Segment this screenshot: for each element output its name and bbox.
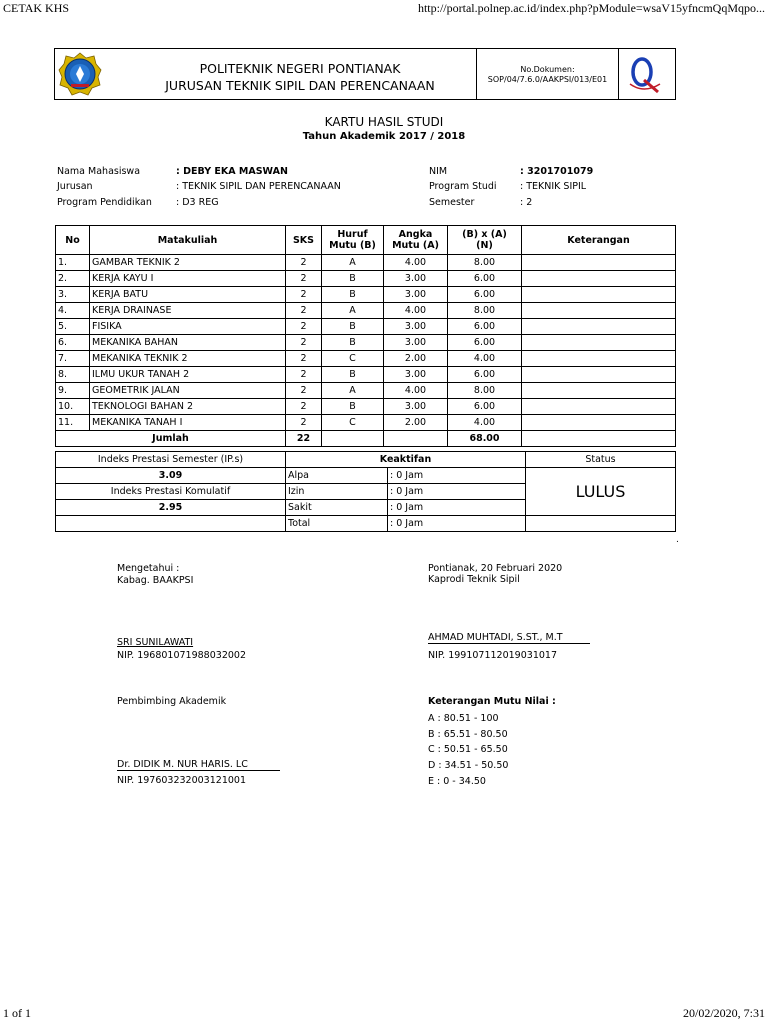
acknowledge-nip: NIP. 196801071988032002 bbox=[117, 650, 246, 661]
course-sks: 2 bbox=[286, 367, 322, 383]
absence-value: : 0 Jam bbox=[388, 468, 526, 484]
letter-grade: A bbox=[322, 383, 384, 399]
grade-product: 6.00 bbox=[448, 319, 522, 335]
ipk-value: 2.95 bbox=[56, 500, 286, 516]
header-point-line2: Mutu (A) bbox=[392, 240, 439, 251]
course-name: TEKNOLOGI BAHAN 2 bbox=[90, 399, 286, 415]
row-number: 1. bbox=[56, 255, 90, 271]
grade-product: 8.00 bbox=[448, 255, 522, 271]
absence-value: : 0 Jam bbox=[388, 500, 526, 516]
course-name: KERJA KAYU I bbox=[90, 271, 286, 287]
row-number: 9. bbox=[56, 383, 90, 399]
total-product: 68.00 bbox=[448, 431, 522, 447]
summary-table bbox=[55, 451, 676, 532]
document-box bbox=[476, 48, 619, 100]
total-empty-cell bbox=[384, 431, 448, 447]
grade-point: 3.00 bbox=[384, 319, 448, 335]
header-sks: SKS bbox=[286, 226, 322, 255]
course-name: MEKANIKA BAHAN bbox=[90, 335, 286, 351]
row-number: 7. bbox=[56, 351, 90, 367]
header-letter-line2: Mutu (B) bbox=[329, 240, 376, 251]
absence-label: Izin bbox=[286, 484, 388, 500]
polnep-logo-icon bbox=[58, 52, 102, 96]
header-product-line2: (N) bbox=[476, 240, 493, 251]
grade-product: 4.00 bbox=[448, 415, 522, 431]
summary-empty-cell bbox=[526, 516, 676, 532]
course-note bbox=[522, 415, 676, 431]
course-note bbox=[522, 287, 676, 303]
head-role: Kaprodi Teknik Sipil bbox=[428, 574, 520, 585]
header-note: Keterangan bbox=[522, 226, 676, 255]
course-name: GEOMETRIK JALAN bbox=[90, 383, 286, 399]
course-note bbox=[522, 351, 676, 367]
grade-point: 4.00 bbox=[384, 255, 448, 271]
study-program-value: : TEKNIK SIPIL bbox=[520, 181, 587, 192]
table-row bbox=[56, 303, 676, 319]
document-label: No.Dokumen: bbox=[520, 65, 575, 74]
course-note bbox=[522, 319, 676, 335]
head-name: AHMAD MUHTADI, S.ST., M.T bbox=[428, 632, 590, 644]
header-point-line1: Angka bbox=[398, 229, 433, 240]
grade-point: 4.00 bbox=[384, 383, 448, 399]
grade-product: 8.00 bbox=[448, 383, 522, 399]
grade-product: 4.00 bbox=[448, 351, 522, 367]
acknowledge-role: Kabag. BAAKPSI bbox=[117, 575, 194, 586]
table-row bbox=[56, 399, 676, 415]
nim-label: NIM bbox=[429, 166, 448, 177]
total-empty-cell bbox=[522, 431, 676, 447]
course-note bbox=[522, 255, 676, 271]
dot-mark: . bbox=[676, 535, 679, 545]
absence-label: Sakit bbox=[286, 500, 388, 516]
course-sks: 2 bbox=[286, 319, 322, 335]
status-label: Status bbox=[526, 452, 676, 468]
acknowledge-name: SRI SUNILAWATI bbox=[117, 637, 194, 648]
department-title: JURUSAN TEKNIK SIPIL DAN PERENCANAAN bbox=[165, 78, 435, 93]
course-sks: 2 bbox=[286, 303, 322, 319]
total-label: Jumlah bbox=[56, 431, 286, 447]
ips-label: Indeks Prestasi Semester (IP.s) bbox=[56, 452, 286, 468]
browser-page-count: 1 of 1 bbox=[3, 1006, 31, 1020]
total-empty-cell bbox=[322, 431, 384, 447]
table-row bbox=[56, 351, 676, 367]
course-sks: 2 bbox=[286, 271, 322, 287]
page-title: KARTU HASIL STUDI bbox=[324, 115, 444, 129]
grade-point: 3.00 bbox=[384, 335, 448, 351]
header-letter-grade bbox=[322, 226, 384, 255]
header-grade-point bbox=[384, 226, 448, 255]
academic-year: Tahun Akademik 2017 / 2018 bbox=[302, 131, 466, 142]
course-sks: 2 bbox=[286, 383, 322, 399]
course-name: GAMBAR TEKNIK 2 bbox=[90, 255, 286, 271]
letter-grade: B bbox=[322, 399, 384, 415]
total-sks: 22 bbox=[286, 431, 322, 447]
table-row bbox=[56, 255, 676, 271]
grade-product: 8.00 bbox=[448, 303, 522, 319]
header-letter-line1: Huruf bbox=[337, 229, 368, 240]
major-label: Jurusan bbox=[57, 181, 93, 192]
grade-scale-item: E : 0 - 34.50 bbox=[428, 776, 486, 787]
absence-value: : 0 Jam bbox=[388, 484, 526, 500]
course-name: ILMU UKUR TANAH 2 bbox=[90, 367, 286, 383]
header-product-line1: (B) x (A) bbox=[462, 229, 507, 240]
course-name: KERJA BATU bbox=[90, 287, 286, 303]
grade-point: 3.00 bbox=[384, 399, 448, 415]
letter-grade: B bbox=[322, 287, 384, 303]
letter-grade: C bbox=[322, 351, 384, 367]
letter-grade: A bbox=[322, 255, 384, 271]
activity-label: Keaktifan bbox=[286, 452, 526, 468]
acknowledge-label: Mengetahui : bbox=[117, 563, 180, 574]
course-sks: 2 bbox=[286, 287, 322, 303]
header-product bbox=[448, 226, 522, 255]
program-value: : D3 REG bbox=[176, 197, 219, 208]
grade-scale-item: B : 65.51 - 80.50 bbox=[428, 729, 508, 740]
row-number: 11. bbox=[56, 415, 90, 431]
grade-scale-item: D : 34.51 - 50.50 bbox=[428, 760, 509, 771]
semester-value: : 2 bbox=[520, 197, 533, 208]
table-row bbox=[56, 319, 676, 335]
course-name: MEKANIKA TANAH I bbox=[90, 415, 286, 431]
course-name: MEKANIKA TEKNIK 2 bbox=[90, 351, 286, 367]
table-row bbox=[56, 287, 676, 303]
study-program-label: Program Studi bbox=[429, 181, 497, 192]
course-name: FISIKA bbox=[90, 319, 286, 335]
letter-grade: B bbox=[322, 367, 384, 383]
course-note bbox=[522, 271, 676, 287]
table-header-row bbox=[56, 226, 676, 255]
table-row bbox=[56, 383, 676, 399]
course-note bbox=[522, 383, 676, 399]
letter-grade: B bbox=[322, 271, 384, 287]
place-date: Pontianak, 20 Februari 2020 bbox=[428, 563, 563, 574]
letter-grade: A bbox=[322, 303, 384, 319]
table-row bbox=[56, 271, 676, 287]
course-sks: 2 bbox=[286, 399, 322, 415]
table-row bbox=[56, 415, 676, 431]
course-note bbox=[522, 303, 676, 319]
advisor-nip: NIP. 197603232003121001 bbox=[117, 775, 246, 786]
grade-point: 3.00 bbox=[384, 287, 448, 303]
grade-product: 6.00 bbox=[448, 287, 522, 303]
row-number: 6. bbox=[56, 335, 90, 351]
absence-label: Alpa bbox=[286, 468, 388, 484]
grades-table bbox=[55, 225, 676, 447]
course-sks: 2 bbox=[286, 335, 322, 351]
grade-point: 3.00 bbox=[384, 367, 448, 383]
table-row bbox=[56, 367, 676, 383]
institution-name bbox=[150, 60, 450, 94]
grade-scale-item: C : 50.51 - 65.50 bbox=[428, 744, 508, 755]
program-label: Program Pendidikan bbox=[57, 197, 152, 208]
name-label: Nama Mahasiswa bbox=[57, 166, 141, 177]
name-value: : DEBY EKA MASWAN bbox=[176, 166, 288, 177]
document-number: SOP/04/7.6.0/AAKPSI/013/E01 bbox=[487, 75, 608, 84]
grade-product: 6.00 bbox=[448, 271, 522, 287]
course-note bbox=[522, 399, 676, 415]
course-note bbox=[522, 335, 676, 351]
major-value: : TEKNIK SIPIL DAN PERENCANAAN bbox=[176, 181, 341, 192]
total-row bbox=[56, 431, 676, 447]
grade-point: 2.00 bbox=[384, 415, 448, 431]
grade-point: 2.00 bbox=[384, 351, 448, 367]
row-number: 5. bbox=[56, 319, 90, 335]
grade-product: 6.00 bbox=[448, 367, 522, 383]
grade-scale-item: A : 80.51 - 100 bbox=[428, 713, 499, 724]
browser-url: http://portal.polnep.ac.id/index.php?pModule=wsaV15yfncmQqMqpo... bbox=[417, 1, 765, 15]
absence-label: Total bbox=[286, 516, 388, 532]
summary-empty-cell bbox=[56, 516, 286, 532]
course-sks: 2 bbox=[286, 351, 322, 367]
advisor-name: Dr. DIDIK M. NUR HARIS. LC bbox=[117, 759, 280, 771]
grade-point: 4.00 bbox=[384, 303, 448, 319]
advisor-role: Pembimbing Akademik bbox=[117, 696, 227, 707]
row-number: 3. bbox=[56, 287, 90, 303]
table-row bbox=[56, 335, 676, 351]
course-name: KERJA DRAINASE bbox=[90, 303, 286, 319]
letter-grade: B bbox=[322, 335, 384, 351]
grade-product: 6.00 bbox=[448, 399, 522, 415]
browser-title: CETAK KHS bbox=[3, 1, 70, 15]
course-sks: 2 bbox=[286, 415, 322, 431]
nim-value: : 3201701079 bbox=[520, 166, 594, 177]
semester-label: Semester bbox=[429, 197, 475, 208]
ipk-label: Indeks Prestasi Komulatif bbox=[56, 484, 286, 500]
header-course: Matakuliah bbox=[90, 226, 286, 255]
institution-title: POLITEKNIK NEGERI PONTIANAK bbox=[199, 61, 401, 76]
ips-value: 3.09 bbox=[56, 468, 286, 484]
row-number: 4. bbox=[56, 303, 90, 319]
absence-value: : 0 Jam bbox=[388, 516, 526, 532]
row-number: 10. bbox=[56, 399, 90, 415]
quality-q-logo-icon bbox=[626, 54, 662, 94]
course-sks: 2 bbox=[286, 255, 322, 271]
letter-grade: B bbox=[322, 319, 384, 335]
grade-scale-title: Keterangan Mutu Nilai : bbox=[428, 696, 556, 707]
row-number: 8. bbox=[56, 367, 90, 383]
grade-point: 3.00 bbox=[384, 271, 448, 287]
browser-datetime: 20/02/2020, 7:31 bbox=[682, 1006, 765, 1020]
head-nip: NIP. 199107112019031017 bbox=[428, 650, 557, 661]
grade-product: 6.00 bbox=[448, 335, 522, 351]
letter-grade: C bbox=[322, 415, 384, 431]
status-value: LULUS bbox=[526, 468, 676, 516]
header-no: No bbox=[56, 226, 90, 255]
course-note bbox=[522, 367, 676, 383]
row-number: 2. bbox=[56, 271, 90, 287]
